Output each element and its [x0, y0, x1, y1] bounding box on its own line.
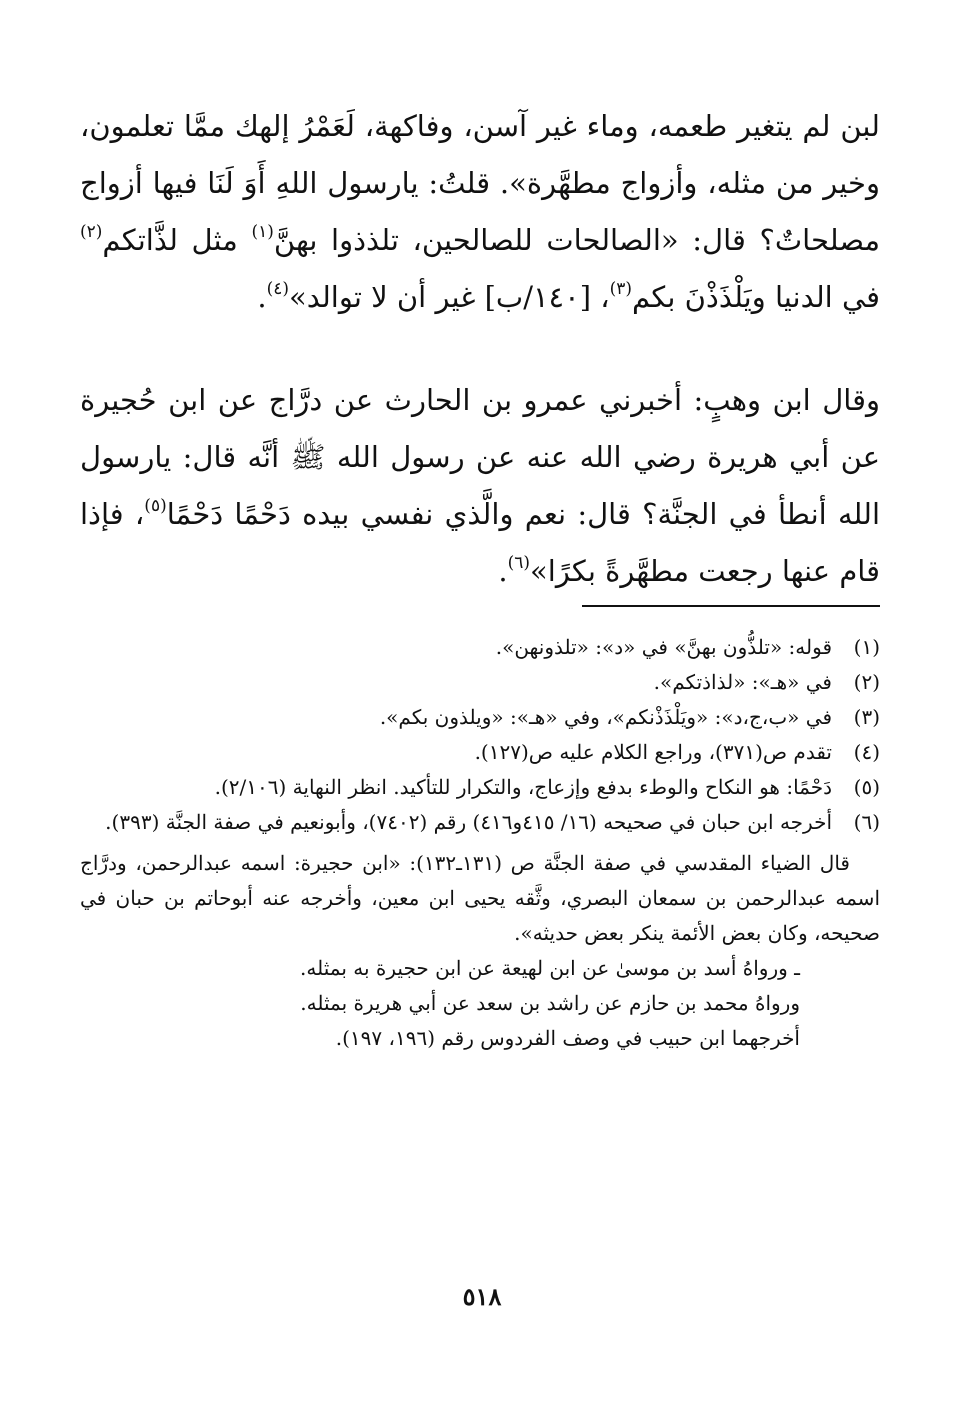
footnote-number: (٢) [853, 670, 880, 694]
paragraph-text [80, 98, 880, 326]
footnotes-section [80, 630, 880, 1056]
text-run: في الدنيا ويَلْذَذْنَ بكم [632, 280, 880, 314]
footnote-text: في «هـ»: «لذاذتكم». [653, 670, 832, 694]
footnote-quote: قال الضياء المقدسي في صفة الجنَّة ص (١٣١ـ١٣٢): «ابن حجيرة: اسمه عبدالرحمن، ودرَّاج اسمه عبدالرحمن بن سمعان البصري، وثَّقه يحيى ابن معين، وأخرجه عنه أبوحاتم بن حبان في صحيحه، وكان بعض الأئمة ينكر بعض حديثه». [80, 851, 880, 945]
footnote-ref-2: (٢) [80, 222, 103, 242]
body-paragraph-1 [80, 98, 880, 326]
footnote-text: أخرجه ابن حبان في صحيحه (١٦/ ٤١٥و٤١٦) رقم (٧٤٠٢)، وأبونعيم في صفة الجنَّة (٣٩٣). [105, 810, 832, 834]
text-run: وقال ابن وهبٍ: أخبرني عمرو بن الحارث عن درَّاج عن ابن حُجيرة عن أبي هريرة رضي الله عنه عن رسول الله ﷺ أنَّه قال: يارسول الله أنطأ في الجنَّة؟ قال: نعم والَّذي نفسي بيده دَحْمًا دَحْمًا [80, 383, 881, 531]
footnote-separator [582, 605, 880, 607]
footnote-ref-4: (٤) [266, 279, 289, 299]
footnote-text: في «ب،ج،د»: «ويَلْذَذْنكم»، وفي «هـ»: «ويلذون بكم». [379, 705, 832, 729]
footnote-1 [80, 630, 880, 665]
text-run: ، [١٤٠/ب] غير أن لا توالد» [288, 280, 610, 314]
text-run: . [498, 554, 508, 588]
footnote-ref-5: (٥) [144, 496, 167, 516]
footnote-3 [80, 700, 880, 735]
text-run: مثل لذَّاتكم [102, 223, 252, 257]
body-paragraph-2 [80, 372, 880, 600]
footnote-4 [80, 735, 880, 770]
footnote-2 [80, 665, 880, 700]
footnote-ref-6: (٦) [507, 553, 531, 573]
text-run: لبن لم يتغير طعمه، وماء غير آسن، وفاكهة، لَعَمْرُ إلهك ممَّا تعلمون، وخير من مثله، وأزواج مطهَّرة». قلتُ: يارسول اللهِ أَوَ لَنَا فيها أزواج مصلحاتٌ؟ قال: «الصالحات للصالحين، تلذذوا بهنَّ [80, 109, 880, 257]
footnote-number: (١) [853, 635, 880, 659]
footnote-line: ورواهُ محمد بن حازم عن راشد بن سعد عن أبي هريرة بمثله. [300, 991, 800, 1015]
footnote-line: ـ ورواهُ أسد بن موسىٰ عن ابن لهيعة عن ابن حجيرة به بمثله. [300, 956, 800, 980]
footnote-number: (٥) [853, 775, 880, 799]
footnote-ref-1: (١) [251, 222, 274, 242]
footnote-5 [80, 770, 880, 805]
footnote-text: قوله: «تلذُّون بهنَّ» في «د»: «تلذونهن». [495, 635, 832, 659]
footnote-text: دَحْمًا: هو النكاح والوطء بدفع وإزعاج، والتكرار للتأكيد. انظر النهاية (٢/١٠٦). [214, 775, 832, 799]
footnote-number: (٤) [853, 740, 880, 764]
footnote-text: تقدم ص(٣٧١)، وراجع الكلام عليه ص(١٢٧). [474, 740, 832, 764]
footnote-number: (٦) [853, 810, 880, 834]
text-run: . [257, 280, 267, 314]
footnote-number: (٣) [853, 705, 880, 729]
paragraph-text [80, 372, 880, 600]
text-run: ، فإذا قام عنها رجعت مطهَّرةً بكرًا» [80, 497, 880, 588]
page-number: ٥١٨ [462, 1282, 502, 1311]
footnote-line: أخرجهما ابن حبيب في وصف الفردوس رقم (١٩٦، ١٩٧). [335, 1026, 800, 1050]
footnote-6 [80, 805, 880, 840]
footnote-ref-3: (٣) [609, 279, 633, 299]
